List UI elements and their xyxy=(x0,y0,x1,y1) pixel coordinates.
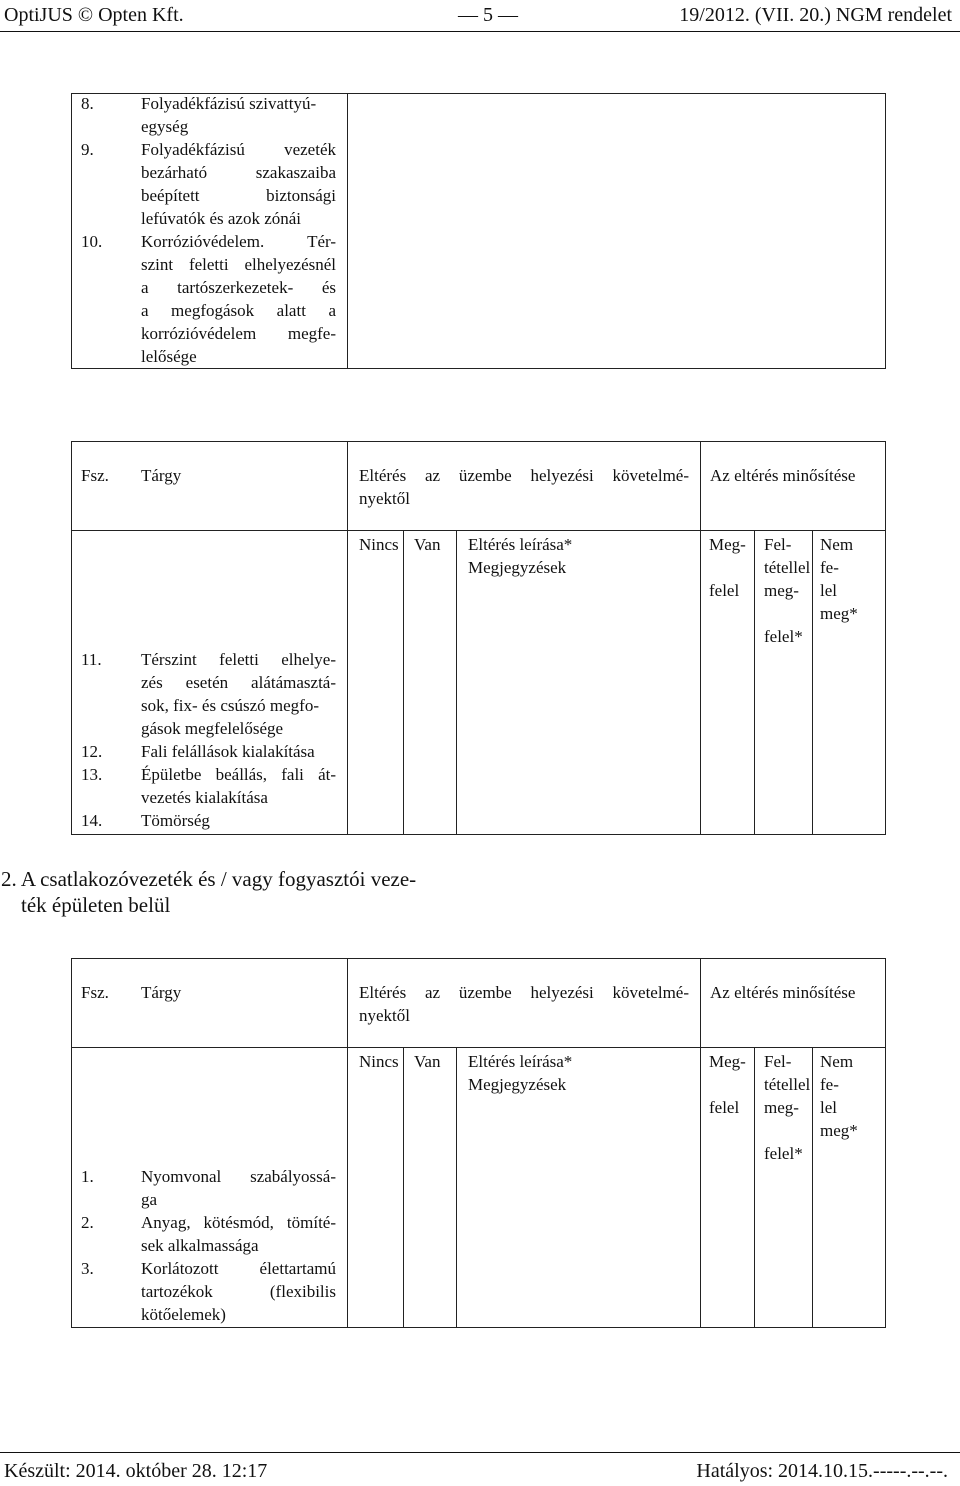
subheader-leiras: Megjegyzések xyxy=(468,1075,567,1094)
table-row-number: 10. xyxy=(81,232,103,251)
table-2-col-divider xyxy=(347,441,348,835)
table-2-col-divider xyxy=(754,530,755,835)
table-row-text: a tartószerkezetek- és xyxy=(141,278,336,297)
footer-rule xyxy=(0,1452,960,1453)
table-row-text: Korlátozott élettartamú xyxy=(141,1259,336,1278)
table-2-header-divider xyxy=(71,530,886,531)
subheader-megfelel: Meg- xyxy=(709,535,746,554)
table-2-col-divider xyxy=(403,530,404,835)
section-heading: 2. A csatlakozóvezeték és / vagy fogyasztói veze- xyxy=(1,867,417,891)
page-footer xyxy=(0,1458,960,1486)
table-row-text: beépített biztonsági xyxy=(141,186,336,205)
subheader-nem: fe- xyxy=(820,558,839,577)
header-rule xyxy=(0,31,960,32)
table-row-text: bezárható szakaszaiba xyxy=(141,163,336,182)
table-row-text: egység xyxy=(141,117,189,136)
table-3-col-divider xyxy=(456,1047,457,1328)
subheader-megfelel: felel xyxy=(709,581,740,600)
table-row-text: zés esetén alátámasztá- xyxy=(141,673,336,692)
subheader-nem: meg* xyxy=(820,604,858,623)
subheader-nem: lel xyxy=(820,1098,837,1117)
table-row-text: tartozékok (flexibilis xyxy=(141,1282,336,1301)
subheader-feltetellel: meg- xyxy=(764,581,799,600)
table-row-number: 12. xyxy=(81,742,103,761)
table-row-number: 11. xyxy=(81,650,102,669)
table-row-text: ga xyxy=(141,1190,158,1209)
table-3-col-divider xyxy=(347,958,348,1328)
table-3-col-divider xyxy=(754,1047,755,1328)
table-3-col-divider xyxy=(403,1047,404,1328)
table-1-col-divider xyxy=(347,93,348,369)
subheader-leiras: Eltérés leírása* xyxy=(468,1052,573,1071)
table-2-col-divider xyxy=(812,530,813,835)
table-row-number: 1. xyxy=(81,1167,94,1186)
section-heading: ték épületen belül xyxy=(21,893,171,917)
table-row-text: kötőelemek) xyxy=(141,1305,226,1324)
header-left: OptiJUS © Opten Kft. xyxy=(4,4,184,26)
subheader-feltetellel: Fel- xyxy=(764,1052,792,1071)
subheader-nem: meg* xyxy=(820,1121,858,1140)
subheader-feltetellel: Fel- xyxy=(764,535,792,554)
table-3-col-divider xyxy=(700,958,701,1328)
table-row-text: Épületbe beállás, fali át- xyxy=(141,765,336,784)
table-row-text: gások megfelelősége xyxy=(141,719,284,738)
table-row-text: Nyomvonal szabályossá- xyxy=(141,1167,336,1186)
column-header-fsz: Fsz. xyxy=(81,466,109,485)
subheader-megfelel: felel xyxy=(709,1098,740,1117)
table-row-text: Tömörség xyxy=(141,811,210,830)
subheader-nincs: Nincs xyxy=(359,535,399,554)
column-header-elteres: nyektől xyxy=(359,1006,410,1025)
column-header-targy: Tárgy xyxy=(141,983,182,1002)
subheader-van: Van xyxy=(414,535,441,554)
subheader-feltetellel: felel* xyxy=(764,627,803,646)
table-row-number: 13. xyxy=(81,765,103,784)
table-row-text: Térszint feletti elhelye- xyxy=(141,650,336,669)
table-row-number: 2. xyxy=(81,1213,94,1232)
footer-created: Készült: 2014. október 28. 12:17 xyxy=(4,1460,268,1482)
column-header-targy: Tárgy xyxy=(141,466,182,485)
column-header-elteres: Eltérés az üzembe helyezési követelmé- xyxy=(359,983,689,1002)
column-header-elteres: nyektől xyxy=(359,489,410,508)
table-row-text: vezetés kialakítása xyxy=(141,788,268,807)
subheader-van: Van xyxy=(414,1052,441,1071)
column-header-minosites: Az eltérés minősítése xyxy=(710,983,856,1002)
table-row-number: 8. xyxy=(81,94,94,113)
table-3-col-divider xyxy=(812,1047,813,1328)
table-row-text: Folyadékfázisú szivattyú- xyxy=(141,94,317,113)
table-row-text: lefúvatók és azok zónái xyxy=(141,209,302,228)
subheader-nem: lel xyxy=(820,581,837,600)
column-header-fsz: Fsz. xyxy=(81,983,109,1002)
subheader-nem: fe- xyxy=(820,1075,839,1094)
table-row-text: Anyag, kötésmód, tömíté- xyxy=(141,1213,336,1232)
table-2-col-divider xyxy=(456,530,457,835)
table-row-text: szint feletti elhelyezésnél xyxy=(141,255,336,274)
table-row-text: lelősége xyxy=(141,347,197,366)
subheader-megfelel: Meg- xyxy=(709,1052,746,1071)
page-header xyxy=(0,2,960,30)
table-row-text: Folyadékfázisú vezeték xyxy=(141,140,336,159)
table-row-text: a megfogások alatt a xyxy=(141,301,336,320)
subheader-nem: Nem xyxy=(820,535,854,554)
subheader-feltetellel: felel* xyxy=(764,1144,803,1163)
subheader-nincs: Nincs xyxy=(359,1052,399,1071)
table-2-col-divider xyxy=(700,441,701,835)
table-row-text: Fali felállások kialakítása xyxy=(141,742,315,761)
table-row-number: 9. xyxy=(81,140,94,159)
subheader-leiras: Megjegyzések xyxy=(468,558,567,577)
footer-effective: Hatályos: 2014.10.15.-----.--.--. xyxy=(696,1460,948,1482)
table-3-header-divider xyxy=(71,1047,886,1048)
header-right: 19/2012. (VII. 20.) NGM rendelet xyxy=(679,4,952,26)
subheader-feltetellel: meg- xyxy=(764,1098,799,1117)
header-page-number: — 5 — xyxy=(458,4,518,26)
subheader-feltetellel: tétellel xyxy=(764,558,811,577)
table-row-number: 14. xyxy=(81,811,103,830)
subheader-nem: Nem xyxy=(820,1052,854,1071)
column-header-elteres: Eltérés az üzembe helyezési követelmé- xyxy=(359,466,689,485)
table-row-text: Korrózióvédelem. Tér- xyxy=(141,232,336,251)
subheader-leiras: Eltérés leírása* xyxy=(468,535,573,554)
table-row-text: sek alkalmassága xyxy=(141,1236,259,1255)
table-row-text: korrózióvédelem megfe- xyxy=(141,324,336,343)
table-row-number: 3. xyxy=(81,1259,94,1278)
subheader-feltetellel: tétellel xyxy=(764,1075,811,1094)
table-row-text: sok, fix- és csúszó megfo- xyxy=(141,696,319,715)
column-header-minosites: Az eltérés minősítése xyxy=(710,466,856,485)
